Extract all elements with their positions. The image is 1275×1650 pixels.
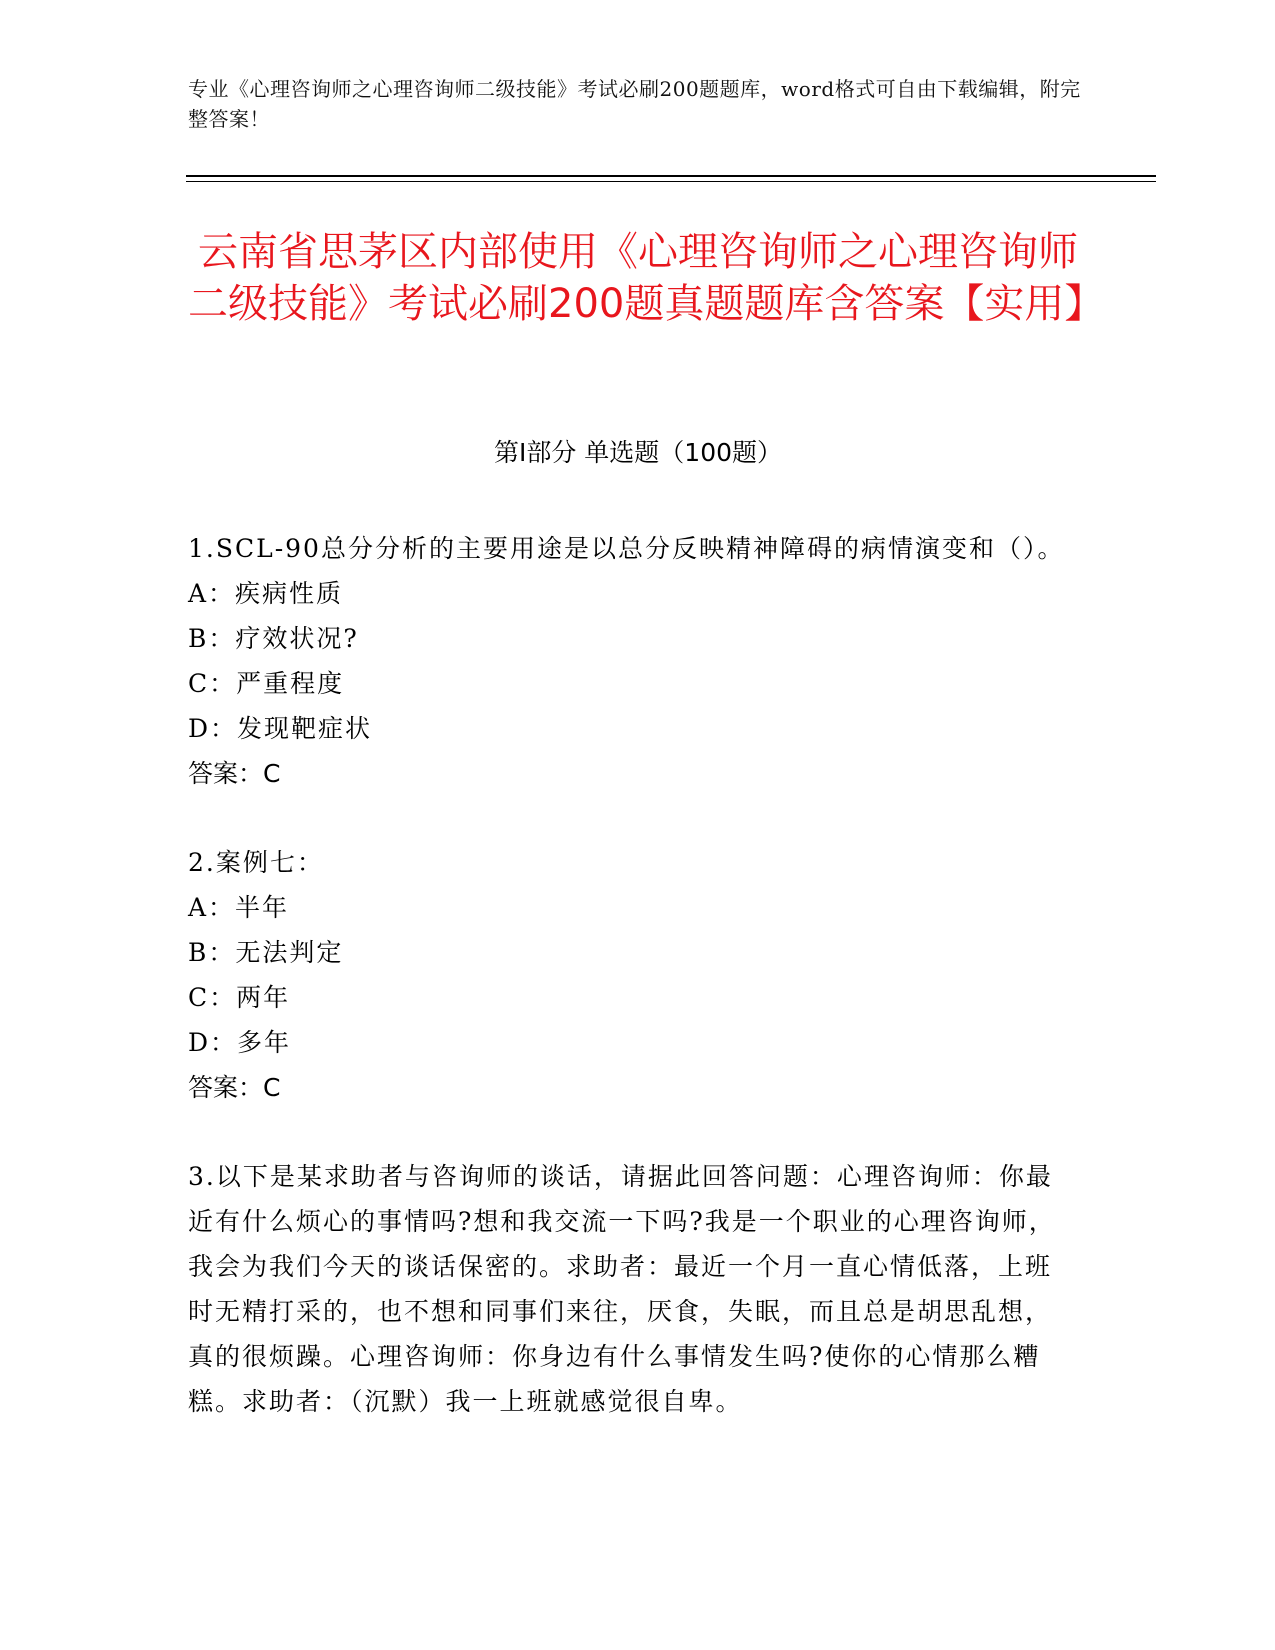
option-d: D：多年 xyxy=(188,1028,292,1057)
option-b: B：无法判定 xyxy=(188,938,344,967)
answer: 答案：C xyxy=(188,759,281,788)
option-c: C：两年 xyxy=(188,983,291,1012)
question-stem: 3.以下是某求助者与咨询师的谈话，请据此回答问题：心理咨询师：你最近有什么烦心的事情吗?想和我交流一下吗?我是一个职业的心理咨询师，我会为我们今天的谈话保密的。求助者：最近一个月一直心情低落，上班时无精打采的，也不想和同事们来往，厌食，失眠，而且总是胡思乱想，真的很烦躁。心理咨询师：你身边有什么事情发生吗?使你的心情那么糟糕。求助者：（沉默）我一上班就感觉很自卑。 xyxy=(188,1162,1056,1416)
document-title: 云南省思茅区内部使用《心理咨询师之心理咨询师二级技能》考试必刷200题真题题库含答案【实用】 xyxy=(188,229,1105,327)
answer: 答案：C xyxy=(188,1073,281,1102)
question-list xyxy=(188,526,1068,1468)
question-stem: 2.案例七： xyxy=(188,848,324,877)
header-note: 专业《心理咨询师之心理咨询师二级技能》考试必刷200题题库，word格式可自由下载编辑，附完整答案！ xyxy=(188,77,1081,131)
option-b: B：疗效状况? xyxy=(188,624,359,653)
question-1 xyxy=(188,526,1068,796)
question-2 xyxy=(188,840,1068,1110)
option-a: A：半年 xyxy=(188,893,290,922)
section-title: 第Ⅰ部分 单选题（100题） xyxy=(493,438,783,467)
question-3 xyxy=(188,1154,1068,1424)
question-stem: 1.SCL-90总分分析的主要用途是以总分反映精神障碍的病情演变和（）。 xyxy=(188,534,1065,563)
option-c: C：严重程度 xyxy=(188,669,345,698)
option-a: A：疾病性质 xyxy=(188,579,344,608)
header-divider-thin xyxy=(186,181,1156,182)
option-d: D：发现靶症状 xyxy=(188,714,373,743)
header-divider-thick xyxy=(186,175,1156,177)
